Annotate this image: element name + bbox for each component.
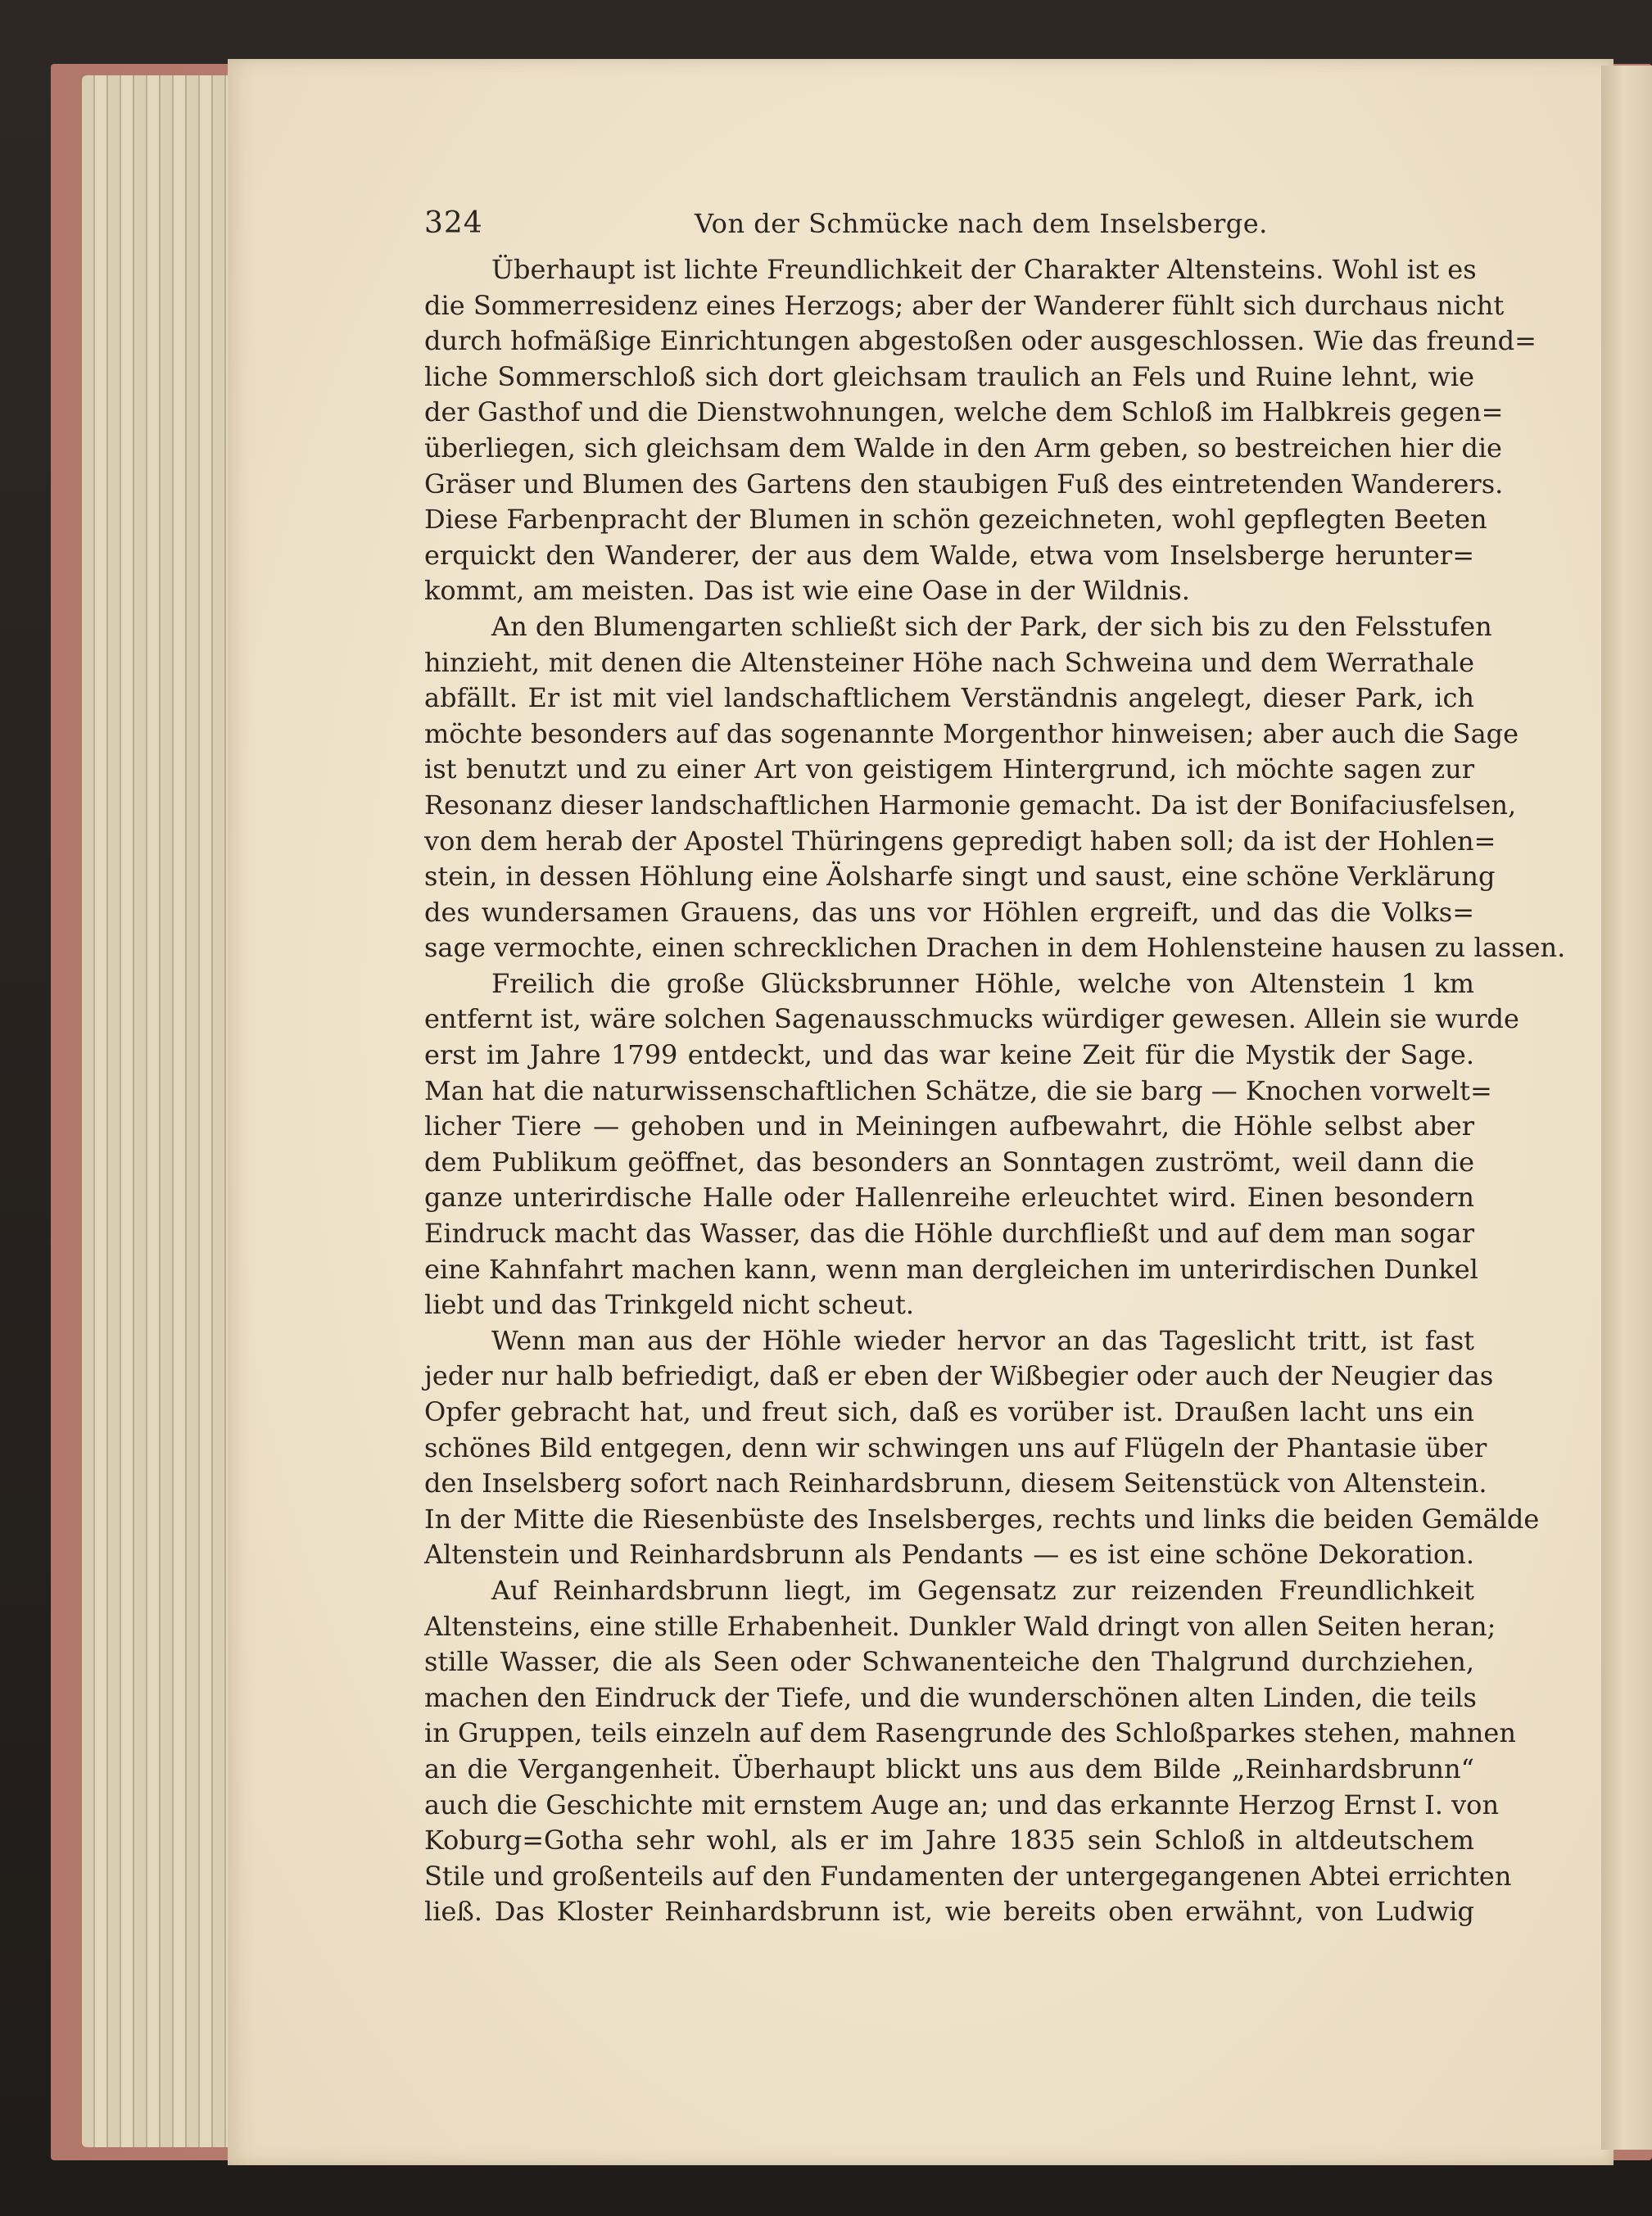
text-line: eine Kahnfahrt machen kann, wenn man dergleichen im unterirdischen Dunkel [424, 1253, 1478, 1285]
text-line: die Sommerresidenz eines Herzogs; aber der Wanderer fühlt sich durchaus nicht [424, 289, 1505, 321]
text-line: an die Vergangenheit. Überhaupt blickt uns aus dem Bilde „Reinhardsbrunn“ [424, 1752, 1474, 1784]
text-line: kommt, am meisten. Das ist wie eine Oase in der Wildnis. [424, 575, 1190, 607]
text-line: erquickt den Wanderer, der aus dem Walde, etwa vom Inselsberge herunter= [424, 539, 1474, 571]
text-line: ganze unterirdische Halle oder Hallenreihe erleuchtet wird. Einen besondern [424, 1182, 1474, 1214]
text-line: Opfer gebracht hat, und freut sich, daß es vorüber ist. Draußen lacht uns ein [424, 1396, 1474, 1427]
text-line: An den Blumengarten schließt sich der Park, der sich bis zu den Felsstufen [491, 610, 1492, 642]
text-line: jeder nur halb befriedigt, daß er eben der Wißbegier oder auch der Neugier das [424, 1360, 1494, 1392]
text-line: licher Tiere — gehoben und in Meiningen aufbewahrt, die Höhle selbst aber [424, 1110, 1474, 1142]
running-title: Von der Schmücke nach dem Inselsberge. [695, 208, 1268, 239]
text-line: den Inselsberg sofort nach Reinhardsbrunn, diesem Seitenstück von Altenstein. [424, 1468, 1487, 1499]
text-line: auch die Geschichte mit ernstem Auge an; und das erkannte Herzog Ernst I. von [424, 1789, 1500, 1820]
text-line: ist benutzt und zu einer Art von geistigem Hintergrund, ich möchte sagen zur [424, 753, 1474, 785]
text-line: Auf Reinhardsbrunn liegt, im Gegensatz zur reizenden Freundlichkeit [491, 1574, 1474, 1606]
text-line: Diese Farbenpracht der Blumen in schön gezeichneten, wohl gepflegten Beeten [424, 504, 1487, 536]
text-line: machen den Eindruck der Tiefe, und die wunderschönen alten Linden, die teils [424, 1681, 1477, 1713]
text-line: von dem herab der Apostel Thüringens gepredigt haben soll; da ist der Hohlen= [424, 825, 1496, 857]
text-line: schönes Bild entgegen, denn wir schwingen uns auf Flügeln der Phantasie über [424, 1431, 1487, 1463]
text-line: des wundersamen Grauens, das uns vor Höhlen ergreift, und das die Volks= [424, 896, 1474, 928]
facing-page-edge [1601, 66, 1652, 2150]
text-line: stille Wasser, die als Seen oder Schwanenteiche den Thalgrund durchziehen, [424, 1646, 1474, 1678]
text-line: hinzieht, mit denen die Altensteiner Höhe nach Schweina und dem Werrathale [424, 646, 1474, 678]
text-line: Wenn man aus der Höhle wieder hervor an das Tageslicht tritt, ist fast [491, 1324, 1474, 1356]
text-line: erst im Jahre 1799 entdeckt, und das war keine Zeit für die Mystik der Sage. [424, 1039, 1474, 1071]
text-line: Resonanz dieser landschaftlichen Harmonie gemacht. Da ist der Bonifaciusfelsen, [424, 789, 1517, 821]
text-line: liebt und das Trinkgeld nicht scheut. [424, 1289, 915, 1321]
text-line: Eindruck macht das Wasser, das die Höhle durchfließt und auf dem man sogar [424, 1218, 1474, 1250]
text-line: in Gruppen, teils einzeln auf dem Rasengrunde des Schloßparkes stehen, mahnen [424, 1717, 1516, 1749]
text-line: Altenstein und Reinhardsbrunn als Pendants — es ist eine schöne Dekoration. [424, 1539, 1474, 1571]
text-line: Freilich die große Glücksbrunner Höhle, welche von Altenstein 1 km [491, 967, 1474, 999]
text-line: stein, in dessen Höhlung eine Äolsharfe singt und saust, eine schöne Verklärung [424, 861, 1496, 893]
text-line: Stile und großenteils auf den Fundamenten der untergegangenen Abtei errichten [424, 1860, 1512, 1892]
text-line: Altensteins, eine stille Erhabenheit. Dunkler Wald dringt von allen Seiten heran; [424, 1610, 1496, 1642]
text-line: überliegen, sich gleichsam dem Walde in den Arm geben, so bestreichen hier die [424, 432, 1502, 464]
text-line: abfällt. Er ist mit viel landschaftlichem Verständnis angelegt, dieser Park, ich [424, 682, 1474, 714]
text-line: Koburg=Gotha sehr wohl, als er im Jahre 1835 sein Schloß in altdeutschem [424, 1825, 1474, 1856]
body-text [424, 252, 1566, 1930]
page-number: 324 [424, 206, 483, 240]
text-line: der Gasthof und die Dienstwohnungen, welche dem Schloß im Halbkreis gegen= [424, 396, 1504, 428]
text-line: Überhaupt ist lichte Freundlichkeit der Charakter Altensteins. Wohl ist es [491, 254, 1477, 285]
text-line: möchte besonders auf das sogenannte Morgenthor hinweisen; aber auch die Sage [424, 717, 1519, 749]
text-line: Man hat die naturwissenschaftlichen Schätze, die sie barg — Knochen vorwelt= [424, 1074, 1492, 1106]
text-line: In der Mitte die Riesenbüste des Inselsberges, rechts und links die beiden Gemälde [424, 1503, 1540, 1535]
text-line: ließ. Das Kloster Reinhardsbrunn ist, wie bereits oben erwähnt, von Ludwig [424, 1896, 1474, 1928]
text-line: dem Publikum geöffnet, das besonders an Sonntagen zuströmt, weil dann die [424, 1146, 1474, 1178]
page-block-edge [82, 75, 246, 2147]
text-line: Gräser und Blumen des Gartens den staubigen Fuß des eintretenden Wanderers. [424, 468, 1504, 500]
text-line: sage vermochte, einen schrecklichen Drachen in dem Hohlensteine hausen zu lassen. [424, 932, 1566, 964]
text-line: entfernt ist, wäre solchen Sagenausschmucks würdiger gewesen. Allein sie wurde [424, 1003, 1519, 1035]
text-line: durch hofmäßige Einrichtungen abgestoßen oder ausgeschlossen. Wie das freund= [424, 325, 1537, 357]
text-line: liche Sommerschloß sich dort gleichsam traulich an Fels und Ruine lehnt, wie [424, 360, 1474, 392]
page-header [424, 206, 1473, 247]
